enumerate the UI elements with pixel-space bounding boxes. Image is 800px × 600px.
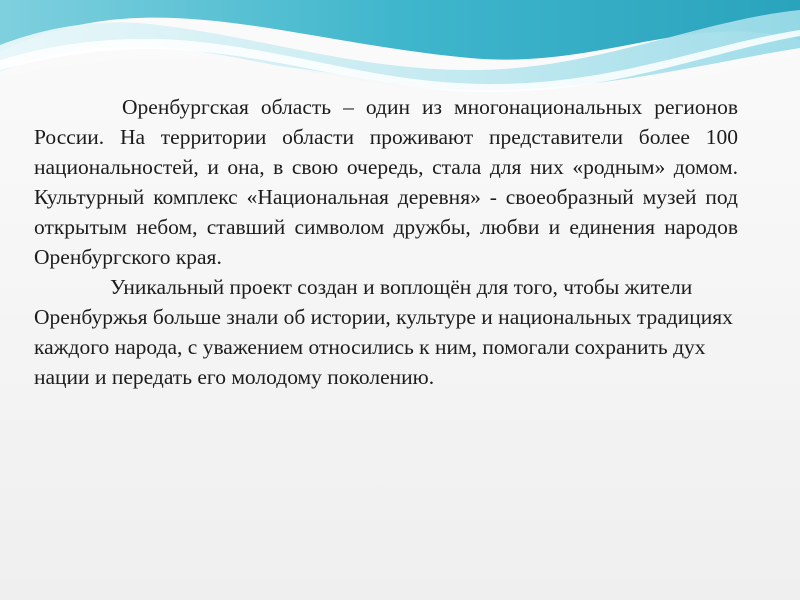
slide-body-text — [34, 92, 738, 392]
paragraph-project-purpose: Уникальный проект создан и воплощён для того, чтобы жители Оренбуржья больше знали об истории, культуре и национальных традициях каждого народа, с уважением относились к ним, помогали сохранить дух нации и передать его молодому поколению. — [34, 275, 733, 389]
paragraph-region-description: Оренбургская область – один из многонациональных регионов России. На территории области проживают представители более 100 национальностей, и она, в свою очередь, стала для них «родным» домом. Культурный комплекс «Национальная деревня» - своеобразный музей под открытым небом, ставший символом дружбы, любви и единения народов Оренбургского края. — [34, 95, 738, 269]
